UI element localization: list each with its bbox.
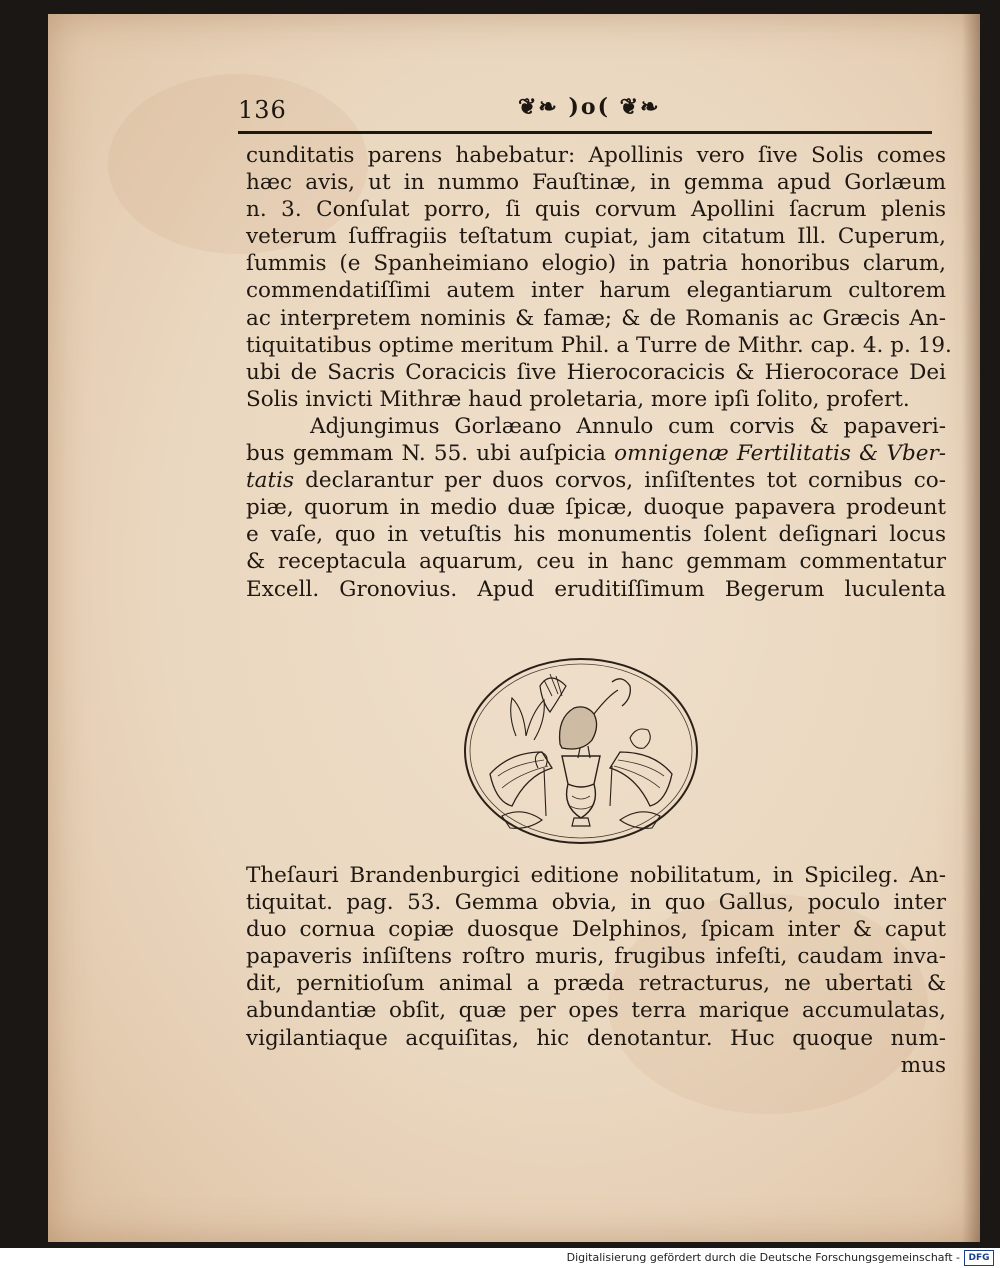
engraved-gem-illustration [462,656,700,846]
text-line: commendatiſſimi autem inter harum elegantiarum cultorem [246,278,946,304]
text-run: bus gemmam N. 55. ubi auſpicia [246,441,615,467]
text-line: duo cornua copiæ duosque Delphinos, ſpicam inter & caput [246,917,946,943]
page-number: 136 [238,96,287,124]
page-edge-shadow [962,14,980,1242]
text-line: & receptacula aquarum, ceu in hanc gemmam commentatur [246,549,946,575]
header-ornament: ❦❧ )o( ❦❧ [518,94,661,120]
digitization-footer [0,1248,1000,1268]
text-line: hæc avis, ut in nummo Fauſtinæ, in gemma apud Gorlæum [246,170,946,196]
text-line: dit, pernitioſum animal a præda retracturus, ne ubertati & [246,971,946,997]
paragraph-2 [246,413,946,603]
text-line: Adjungimus Gorlæano Annulo cum corvis & papaveri- [310,414,946,439]
text-line: Excell. Gronovius. Apud eruditiſſimum Begerum luculenta [246,576,946,602]
text-line: veterum ſuffragiis teſtatum cupiat, jam citatum Ill. Cuperum, [246,224,946,250]
text-line: ubi de Sacris Coracicis ſive Hierocoracicis & Hierocorace Dei [246,359,946,385]
running-header [238,92,938,128]
text-line: piæ, quorum in medio duæ ſpicæ, duoque papavera prodeunt [246,495,946,521]
text-line: ac interpretem nominis & famæ; & de Romanis ac Græcis An- [246,305,946,331]
text-line: ſummis (e Spanheimiano elogio) in patria honoribus clarum, [246,251,946,277]
text-line: vigilantiaque acquiſitas, hic denotantur. Huc quoque num- [246,1025,946,1051]
text-line: abundantiæ obſit, quæ per opes terra marique accumulatas, [246,998,946,1024]
italic-run: omnigenæ Fertilitatis & Vber- [614,441,947,467]
paragraph-3 [246,862,946,1079]
text-line [246,440,946,467]
paragraph-1 [246,142,952,413]
text-line: cunditatis parens habebatur: Apollinis vero ſive Solis comes [246,143,946,168]
text-line [246,467,946,494]
catchword: mus [900,1052,946,1078]
header-rule [238,131,932,134]
text-line: Solis invicti Mithræ haud proletaria, more ipſi ſolito, profert. [246,386,910,412]
text-line: Theſauri Brandenburgici editione nobilitatum, in Spicileg. An- [246,863,946,888]
italic-run: tatis [246,468,295,494]
text-line: tiquitat. pag. 53. Gemma obvia, in quo Gallus, poculo inter [246,890,946,916]
dfg-credit-text: Digitalisierung gefördert durch die Deutsche Forschungsgemeinschaft - [566,1251,960,1264]
text-line: tiquitatibus optime meritum Phil. a Turre de Mithr. cap. 4. p. 19. [246,332,952,358]
text-line: e vaſe, quo in vetuſtis his monumentis ſolent deſignari locus [246,522,946,548]
text-run: declarantur per duos corvos, inſiſtentes tot cornibus co- [294,468,946,494]
dfg-logo: DFG [964,1250,994,1266]
text-line: n. 3. Conſulat porro, ſi quis corvum Apollini ſacrum plenis [246,197,946,223]
text-line: papaveris inſiſtens roſtro muris, frugibus infeſti, caudam inva- [246,944,946,970]
